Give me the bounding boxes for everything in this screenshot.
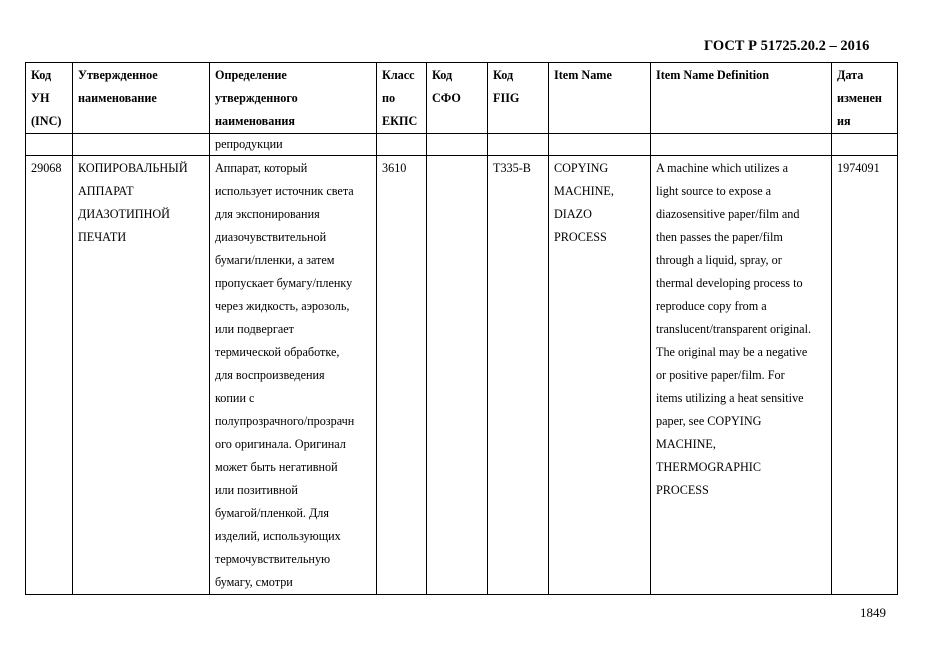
text-line: может быть негативной xyxy=(215,460,338,474)
text-line: ЕКПС xyxy=(382,114,418,128)
text-line: СФО xyxy=(432,91,461,105)
text-line: Дата xyxy=(837,68,864,82)
page-number: 1849 xyxy=(860,605,886,620)
cell-inc: 29068 xyxy=(26,156,73,595)
text-line: Код xyxy=(31,68,52,82)
text-line: Item Name xyxy=(554,68,612,82)
text-line: ого оригинала. Оригинал xyxy=(215,437,346,451)
text-line: утвержденного xyxy=(215,91,298,105)
text-line: для воспроизведения xyxy=(215,368,325,382)
text-line: термической обработке, xyxy=(215,345,340,359)
cell-code-fiig: T335-B xyxy=(488,156,549,595)
text-line: для экспонирования xyxy=(215,207,320,221)
text-line: через жидкость, аэрозоль, xyxy=(215,299,350,313)
text-line: КОПИРОВАЛЬНЫЙ xyxy=(78,161,188,175)
text-line: изменен xyxy=(837,91,882,105)
text-line: или подвергает xyxy=(215,322,294,336)
text-line: изделий, использующих xyxy=(215,529,341,543)
text-line: ия xyxy=(837,114,851,128)
text-line: THERMOGRAPHIC xyxy=(656,460,761,474)
text-line: бумагой/пленкой. Для xyxy=(215,506,329,520)
cell-approved-name xyxy=(73,156,210,595)
text-line: бумаги/пленки, а затем xyxy=(215,253,335,267)
text-line: DIAZO xyxy=(554,207,592,221)
header-inc xyxy=(26,63,73,134)
text-line: Класс xyxy=(382,68,415,82)
text-line: light source to expose a xyxy=(656,184,772,198)
text-line: diazosensitive paper/film and xyxy=(656,207,800,221)
text-line: термочувствительную xyxy=(215,552,331,566)
cell-code-sfo xyxy=(427,156,488,595)
text-line: бумагу, смотри xyxy=(215,575,293,589)
text-line: paper, see COPYING xyxy=(656,414,762,428)
header-class-ekps xyxy=(377,63,427,134)
text-line: then passes the paper/film xyxy=(656,230,783,244)
text-line: АППАРАТ xyxy=(78,184,134,198)
text-line: thermal developing process to xyxy=(656,276,803,290)
header-item-name xyxy=(549,63,651,134)
table-header-row xyxy=(26,63,898,134)
text-line: ДИАЗОТИПНОЙ xyxy=(78,207,170,221)
cell-change-date: 1974091 xyxy=(832,156,898,595)
definition-continuation: репродукции xyxy=(210,134,377,156)
text-line: Код xyxy=(432,68,453,82)
text-line: Аппарат, который xyxy=(215,161,308,175)
text-line: PROCESS xyxy=(554,230,607,244)
text-line: COPYING xyxy=(554,161,609,175)
cell-class-ekps: 3610 xyxy=(377,156,427,595)
text-line: ПЕЧАТИ xyxy=(78,230,127,244)
text-line: or positive paper/film. For xyxy=(656,368,785,382)
text-line: или позитивной xyxy=(215,483,298,497)
cell-item-name-definition xyxy=(651,156,832,595)
table-row xyxy=(26,156,898,595)
cell-item-name xyxy=(549,156,651,595)
text-line: пропускает бумагу/пленку xyxy=(215,276,353,290)
document-header: ГОСТ Р 51725.20.2 – 2016 xyxy=(704,38,870,54)
text-line: FIIG xyxy=(493,91,520,105)
text-line: УН xyxy=(31,91,50,105)
text-line: копии с xyxy=(215,391,255,405)
text-line: MACHINE, xyxy=(554,184,614,198)
header-definition xyxy=(210,63,377,134)
text-line: по xyxy=(382,91,396,105)
text-line: наименование xyxy=(78,91,157,105)
text-line: Утвержденное xyxy=(78,68,158,82)
header-item-name-definition xyxy=(651,63,832,134)
text-line: A machine which utilizes a xyxy=(656,161,788,175)
text-line: (INC) xyxy=(31,114,62,128)
header-code-fiig xyxy=(488,63,549,134)
text-line: Определение xyxy=(215,68,287,82)
text-line: Код xyxy=(493,68,514,82)
header-change-date xyxy=(832,63,898,134)
table-row xyxy=(26,134,898,156)
classification-table xyxy=(25,62,898,595)
text-line: наименования xyxy=(215,114,295,128)
text-line: items utilizing a heat sensitive xyxy=(656,391,804,405)
text-line: translucent/transparent original. xyxy=(656,322,811,336)
text-line: диазочувствительной xyxy=(215,230,327,244)
text-line: полупрозрачного/прозрачн xyxy=(215,414,355,428)
text-line: through a liquid, spray, or xyxy=(656,253,782,267)
text-line: MACHINE, xyxy=(656,437,716,451)
text-line: Item Name Definition xyxy=(656,68,770,82)
header-code-sfo xyxy=(427,63,488,134)
text-line: The original may be a negative xyxy=(656,345,808,359)
cell-definition xyxy=(210,156,377,595)
text-line: reproduce copy from a xyxy=(656,299,767,313)
text-line: PROCESS xyxy=(656,483,709,497)
text-line: использует источник света xyxy=(215,184,354,198)
header-approved-name xyxy=(73,63,210,134)
